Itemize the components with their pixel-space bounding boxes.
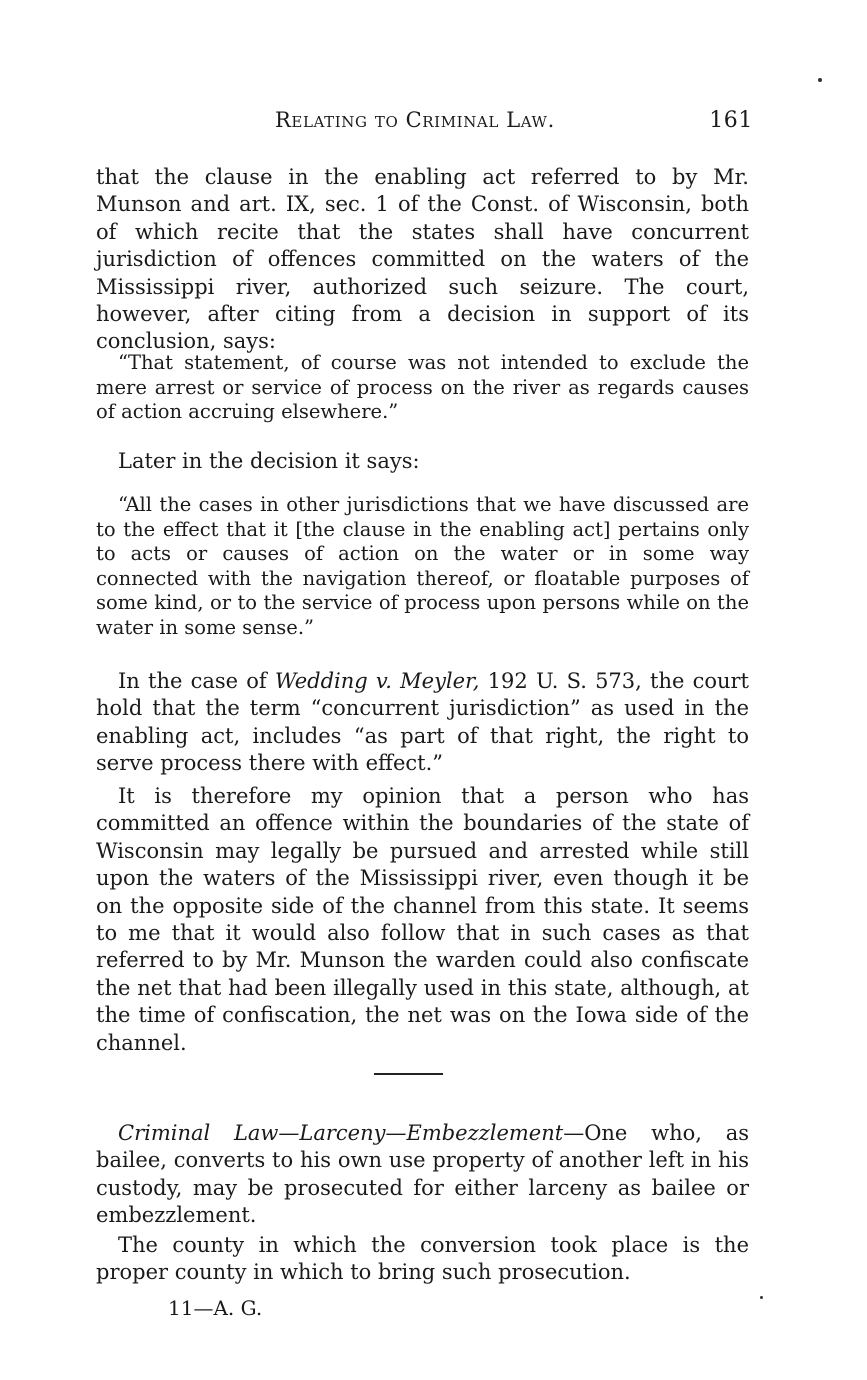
page-number: 161 [709, 108, 753, 133]
scan-speck [818, 78, 822, 82]
syllabus-paragraph-2: The county in which the conversion took place is the proper county in which to bring such prosecution. [96, 1233, 749, 1285]
quotation-2: “All the cases in other jurisdictions that we have discussed are to the effect that it [the clause in the enabling act] pertains only to acts or causes of action on the water or in some way connected with the navigation thereof, or floatable purposes of some kind, or to the service of process upon persons while on the water in some sense.” [96, 493, 749, 639]
paragraph-3-lead: In the case of [118, 669, 275, 693]
paragraph-1: that the clause in the enabling act referred to by Mr. Munson and art. IX, sec. 1 of the Const. of Wisconsin, both of which recite that the states shall have concurrent jurisdiction of offences committed on the waters of the Mississippi river, authorized such seizure. The court, however, after citing from a decision in support of its conclusion, says: [96, 165, 749, 354]
paragraph-4: It is therefore my opinion that a person who has committed an offence within the boundaries of the state of Wisconsin may legally be pursued and arrested while still upon the waters of the Mississippi river, even though it be on the opposite side of the channel from this state. It seems to me that it would also follow that in such cases as that referred to by Mr. Munson the warden could also confiscate the net that had been illegally used in this state, although, at the time of confiscation, the net was on the Iowa side of the channel. [96, 784, 749, 1055]
paragraph-2: Later in the decision it says: [118, 449, 420, 473]
paragraph-3 [96, 668, 749, 778]
section-divider [374, 1073, 443, 1075]
syllabus-paragraph [96, 1120, 749, 1230]
paragraph-3-rest: 192 U. S. 573, the court hold that the term “concurrent jurisdiction” as used in the enabling act, includes “as part of that right, the right to serve process there with effect.” [96, 669, 749, 776]
quotation-1: “That statement, of course was not intended to exclude the mere arrest or service of process on the river as regards causes of action accruing elsewhere.” [96, 351, 749, 423]
running-header [275, 108, 753, 140]
signature-mark: 11—A. G. [168, 1296, 263, 1320]
syllabus-text: —One who, as bailee, converts to his own use property of another left in his custody, may be prosecuted for either larceny as bailee or embezzlement. [96, 1121, 749, 1228]
running-head-title: Relating to Criminal Law. [275, 108, 555, 132]
case-citation: Wedding v. Meyler, [274, 669, 480, 693]
scan-speck [760, 1296, 763, 1299]
syllabus-topic: Criminal Law—Larceny—Embezzlement [118, 1121, 564, 1145]
